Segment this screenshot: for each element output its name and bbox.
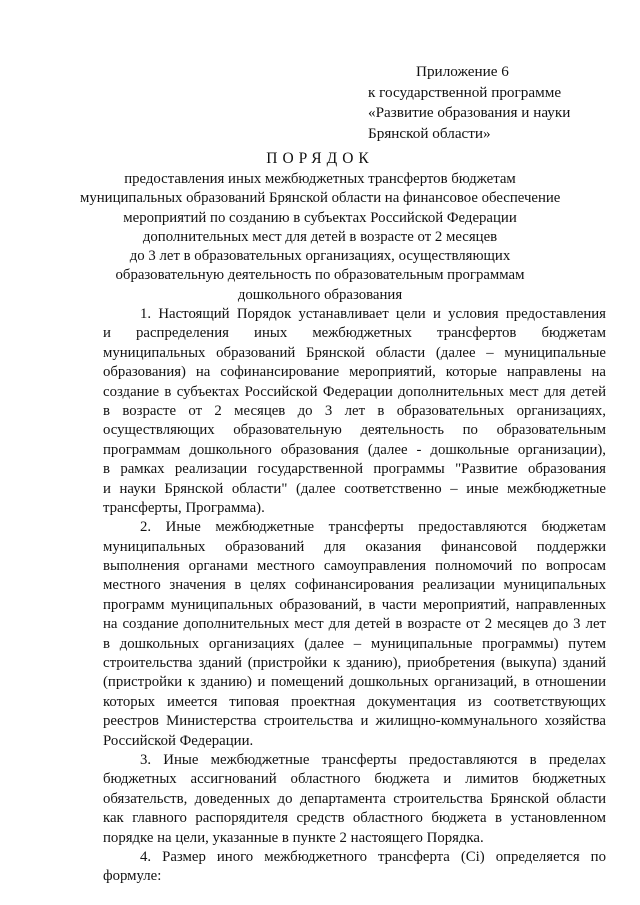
paragraph-line: муниципальных образований Брянской области (далее – муниципальные	[103, 344, 606, 361]
paragraph-line: программам дошкольного образования (далее - дошкольные организации),	[103, 441, 606, 458]
paragraph-line: 2. Иные межбюджетные трансферты предоставляются бюджетам	[140, 519, 606, 536]
paragraph-line: Российской Федерации.	[103, 732, 254, 749]
paragraph-line: строительства зданий (пристройки к зданию), приобретения (выкупа) зданий	[103, 655, 606, 672]
document-title: ПОРЯДОК	[266, 150, 374, 167]
appendix-line: Приложение 6	[416, 63, 509, 80]
paragraph-line: образования) на софинансирование мероприятий, которые направлены на	[103, 364, 606, 381]
paragraph-line: в дошкольных организациях (далее – муниципальные программы) путем	[103, 635, 606, 652]
subtitle-line: образовательную деятельность по образовательным программам	[115, 267, 525, 284]
paragraph-1	[103, 305, 606, 518]
subtitle-line: дошкольного образования	[237, 286, 403, 303]
paragraph-line: 4. Размер иного межбюджетного трансферта (Ci) определяется по	[140, 848, 606, 865]
paragraph-line: и науки Брянской области" (далее соответственно – иные межбюджетные	[103, 480, 606, 497]
appendix-line: Брянской области»	[368, 124, 491, 142]
appendix-line: к государственной программе	[368, 83, 562, 101]
appendix-block	[368, 62, 618, 144]
paragraph-line: порядке на цели, указанные в пункте 2 настоящего Порядка.	[103, 829, 484, 846]
paragraph-line: (пристройки к зданию) и помещений дошкольных организаций, в отношении	[103, 674, 606, 691]
paragraph-line: местного значения в целях софинансирования реализации муниципальных	[103, 577, 606, 594]
paragraph-line: формуле:	[103, 868, 162, 885]
subtitle-line: муниципальных образований Брянской области на финансовое обеспечение	[80, 190, 561, 207]
paragraph-line: реестров Министерства строительства и жилищно-коммунального хозяйства	[103, 713, 606, 730]
paragraph-line: бюджетных ассигнований областного бюджета и лимитов бюджетных	[103, 771, 606, 788]
paragraph-line: на создание дополнительных мест для детей в возрасте от 2 месяцев до 3 лет	[103, 616, 606, 633]
subtitle-line: до 3 лет в образовательных организациях, осуществляющих	[129, 248, 511, 265]
document-body	[103, 305, 606, 887]
paragraph-line: которых имеется типовая проектная документация из соответствующих	[103, 693, 606, 710]
paragraph-line: выполнения органами местного самоуправления полномочий по вопросам	[103, 558, 606, 575]
paragraph-line: и распределения иных межбюджетных трансфертов бюджетам	[103, 325, 606, 342]
paragraph-line: трансферты, Программа).	[103, 499, 265, 516]
paragraph-2	[103, 518, 606, 751]
paragraph-line: в возрасте от 2 месяцев до 3 лет в образовательных организациях,	[103, 402, 606, 419]
subtitle-line: дополнительных мест для детей в возрасте от 2 месяцев	[142, 228, 498, 245]
paragraph-line: в рамках реализации государственной программы "Развитие образования	[103, 461, 606, 478]
document-subtitle	[80, 170, 560, 305]
paragraph-line: муниципальных образований для оказания финансовой поддержки	[103, 538, 606, 555]
paragraph-line: как главного распорядителя средств областного бюджета в установленном	[103, 810, 606, 827]
subtitle-line: мероприятий по созданию в субъектах Российской Федерации	[123, 209, 517, 226]
paragraph-line: программ муниципальных образований, в части мероприятий, направленных	[103, 596, 606, 613]
paragraph-line: обязательств, доведенных до департамента строительства Брянской области	[103, 790, 606, 807]
paragraph-3	[103, 751, 606, 848]
paragraph-line: создание в субъектах Российской Федерации дополнительных мест для детей	[103, 383, 606, 400]
appendix-line: «Развитие образования и науки	[368, 104, 571, 121]
paragraph-4	[103, 848, 606, 887]
subtitle-line: предоставления иных межбюджетных трансфертов бюджетам	[124, 171, 516, 187]
paragraph-line: осуществляющих образовательную деятельность по образовательным	[103, 422, 606, 439]
paragraph-line: 3. Иные межбюджетные трансферты предоставляются в пределах	[140, 751, 606, 768]
paragraph-line: 1. Настоящий Порядок устанавливает цели и условия предоставления	[140, 306, 606, 322]
